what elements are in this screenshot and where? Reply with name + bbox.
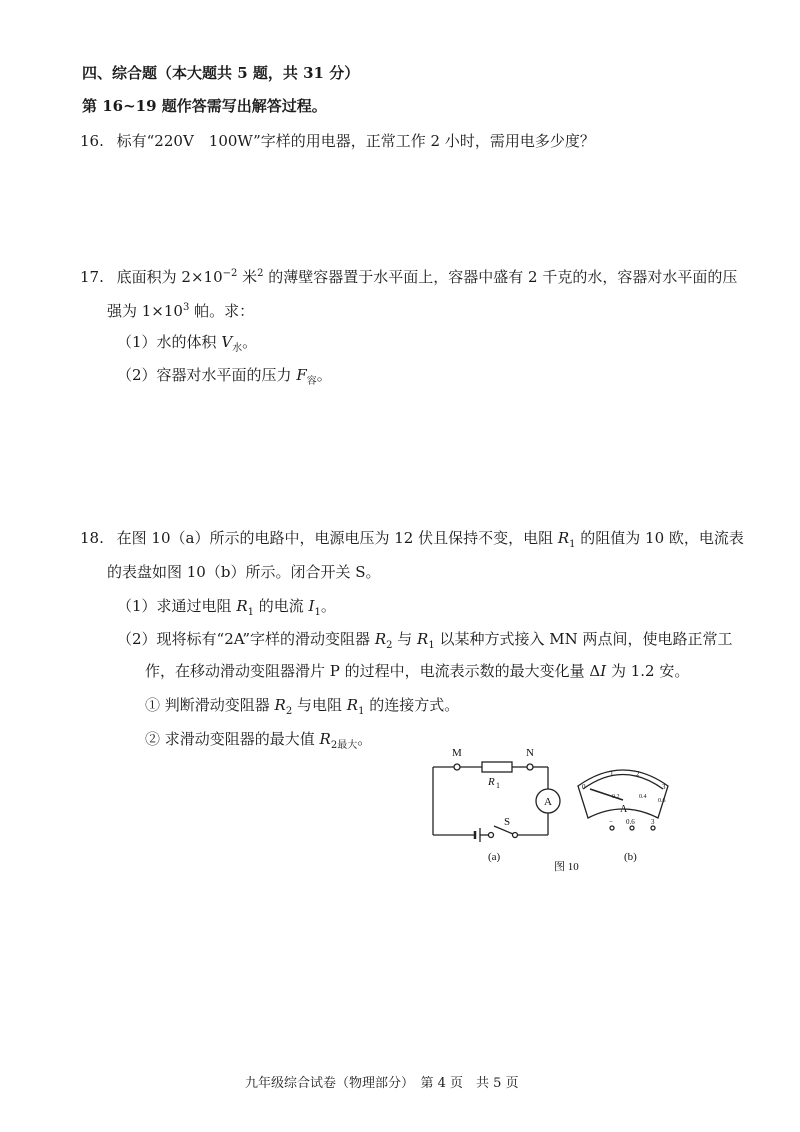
text-fragment: （1）求通过电阻 [117,597,237,615]
label-r: R [488,776,495,788]
tick-label: 2 [636,770,640,778]
variable: I [600,662,607,680]
subscript: 2最大 [330,740,358,751]
switch-contact [489,833,494,838]
label-ammeter: A [544,796,552,808]
text-fragment: 与 [392,630,418,648]
text-fragment: 的薄壁容器置于水平面上，容器中盛有 2 千克的水，容器对水平面的压 [263,268,738,286]
text-fragment: 以某种方式接入 MN 两点间，使电路正常工 [434,630,733,648]
question-text: 标有“220V 100W”字样的用电器，正常工作 2 小时，需用电多少度？ [116,132,595,150]
subscript: 1 [358,706,365,717]
meter-terminal [630,826,634,830]
caption-b: (b) [624,851,637,863]
question-17-line1 [80,263,737,288]
label-switch: S [504,816,511,828]
subscript: 2 [285,706,293,717]
subscript: 水 [232,343,243,354]
variable: F [296,366,307,384]
variable: V [221,333,233,351]
exponent: 2 [257,268,264,279]
tick-label: 0.4 [639,794,647,800]
question-18-line2: 的表盘如图 10（b）所示。闭合开关 S。 [107,563,381,581]
text-fragment: 的连接方式。 [364,696,460,714]
variable: R [417,630,429,648]
variable: R [374,630,387,648]
terminal-label: 0.6 [626,818,635,826]
label-n: N [526,747,534,759]
figure-10 [418,742,708,882]
tick-label: 0.2 [612,794,620,800]
circuit-and-meter-diagram [418,742,708,882]
tick-label: 0 [582,783,586,791]
question-number: 16. [80,132,104,150]
caption-figure: 图 10 [554,861,579,873]
text-fragment: （1）水的体积 [117,333,222,351]
exponent: −2 [222,268,238,279]
tick-label: 3 [662,783,666,791]
subscript: 容 [306,376,317,387]
text-fragment: ② 求滑动变阻器的最大值 [145,730,320,748]
meter-terminal [651,826,655,830]
text-fragment: 的阻值为 10 欧，电流表 [575,529,744,547]
meter-unit: A [620,804,628,815]
terminal-label: 3 [651,818,655,826]
question-18-sub1 [145,694,459,723]
text-fragment: 帕。求： [189,302,255,320]
subscript: 2 [386,640,393,651]
question-18-part1 [117,595,336,624]
text-fragment: 米 [237,268,258,286]
text-fragment: 为 1.2 安。 [606,662,690,680]
label-m: M [452,747,462,759]
text-fragment: 强为 1×10 [107,302,183,320]
text-fragment: 作，在移动滑动变阻器滑片 P 的过程中，电流表示数的最大变化量 Δ [145,662,601,680]
text-fragment: 。 [357,730,373,748]
variable: R [557,529,570,547]
caption-a: (a) [488,851,501,863]
section-note: 第 16~19 题作答需写出解答过程。 [82,97,327,115]
question-number: 17. [80,268,104,286]
question-number: 18. [80,529,104,547]
text-fragment: （2）现将标有“2A”字样的滑动变阻器 [117,630,375,648]
text-fragment: 。 [316,366,332,384]
terminal-label: − [609,818,613,826]
text-fragment: （2）容器对水平面的压力 [117,366,297,384]
terminal-m [454,764,460,770]
subscript: 1 [569,539,576,550]
variable: R [346,696,359,714]
exponent: 3 [182,302,190,313]
subscript: 1 [428,640,435,651]
question-18-sub2 [145,728,372,757]
question-18-part2-line2 [145,660,689,682]
page-footer: 九年级综合试卷（物理部分） 第 4 页 共 5 页 [245,1076,519,1091]
meter-terminal [610,826,614,830]
text-fragment: ① 判断滑动变阻器 [145,696,275,714]
question-18-line1 [80,527,744,556]
variable: R [274,696,286,714]
variable: I [308,597,315,615]
section-heading: 四、综合题（本大题共 5 题，共 31 分） [82,64,360,82]
text-fragment: 在图 10（a）所示的电路中，电源电压为 12 伏且保持不变，电阻 [116,529,558,547]
question-18-part2-line1 [117,628,733,657]
text-fragment: 的电流 [253,597,309,615]
text-fragment: 底面积为 2×10 [116,268,223,286]
question-17-line2 [107,297,254,322]
subscript: 1 [314,607,321,618]
terminal-n [527,764,533,770]
text-fragment: 。 [242,333,258,351]
subscript: 1 [247,607,254,618]
switch-contact [513,833,518,838]
resistor-r1 [482,762,512,772]
question-17-part2 [117,364,332,393]
question-16 [80,130,595,152]
variable: R [319,730,331,748]
text-fragment: 。 [320,597,336,615]
question-17-part1 [117,331,257,360]
text-fragment: 与电阻 [292,696,347,714]
label-r-sub: 1 [496,781,500,790]
tick-label: 1 [610,770,614,778]
tick-label: 0.6 [658,798,666,804]
variable: R [236,597,248,615]
